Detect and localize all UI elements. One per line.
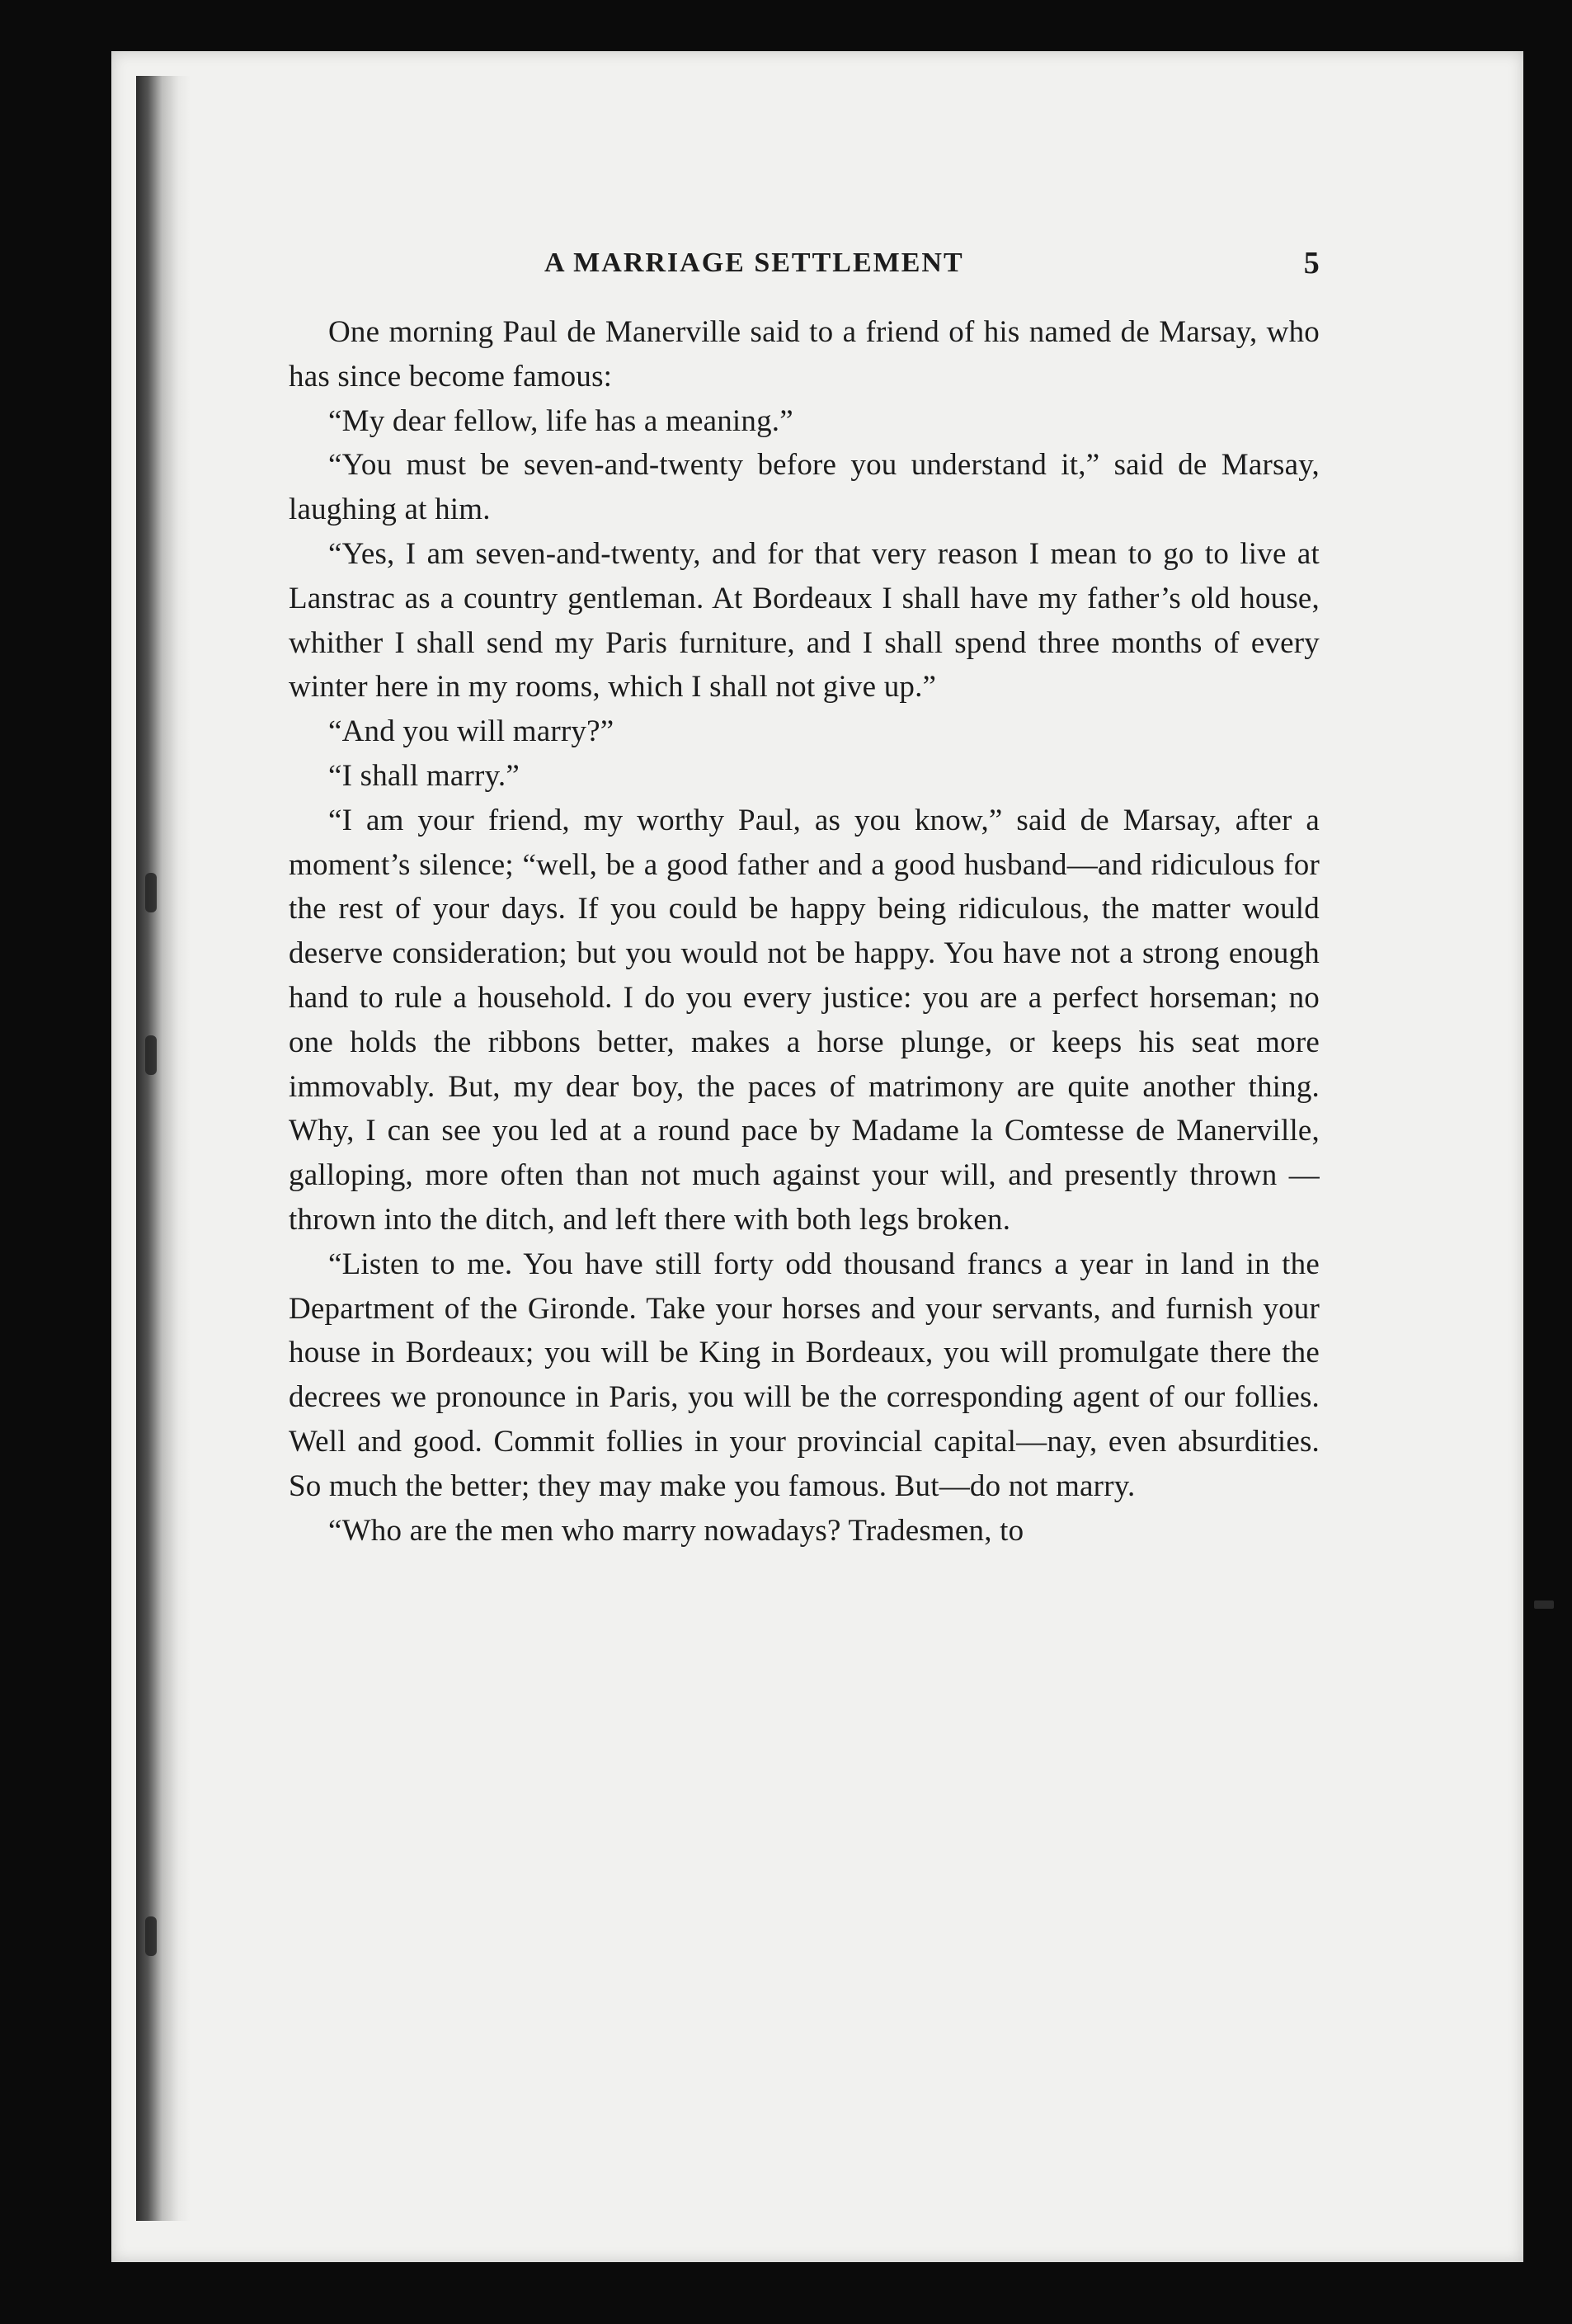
paragraph-5: “And you will marry?” — [328, 714, 614, 749]
paragraph-2: “My dear fellow, life has a meaning.” — [328, 403, 793, 438]
body-text — [289, 310, 1320, 1553]
page-content — [289, 241, 1320, 1553]
edge-speck — [1534, 1600, 1554, 1609]
paragraph-3: “You must be seven-and-twenty before you understand it,” said de Marsay, laughing at him. — [289, 448, 1320, 527]
paragraph-4: “Yes, I am seven-and-twenty, and for that very reason I mean to go to live at Lanstrac as a country gentleman. At Bordeaux I shall have my father’s old house, whither I shall send my Paris furniture, and I shall spend three months of every winter here in my rooms, which I shall not give up.” — [289, 536, 1320, 705]
paragraph-7: “I am your friend, my worthy Paul, as you know,” said de Marsay, after a moment’s silence; “well, be a good father and a good husband—and ridiculous for the rest of your days. If you could be happy being ridiculous, the matter would deserve consideration; but you would not be happy. You have not a strong enough hand to rule a household. I do you every justice: you are a perfect horseman; no one holds the ribbons better, makes a horse plunge, or keeps his seat more immovably. But, my dear boy, the paces of matrimony are quite another thing. Why, I can see you led at a round pace by Madame la Comtesse de Manerville, galloping, more often than not much against your will, and presently thrown —thrown into the ditch, and left there with both legs broken. — [289, 803, 1320, 1237]
margin-mark — [145, 873, 157, 912]
page-number: 5 — [1303, 246, 1320, 280]
paragraph-6: “I shall marry.” — [328, 758, 520, 793]
margin-mark — [145, 1916, 157, 1956]
margin-mark — [145, 1035, 157, 1075]
running-head: A MARRIAGE SETTLEMENT — [544, 247, 964, 278]
page-header — [289, 241, 1320, 285]
book-gutter-shadow — [136, 76, 191, 2221]
paragraph-1: One morning Paul de Manerville said to a friend of his named de Marsay, who has since become famous: — [289, 315, 1320, 394]
paragraph-9: “Who are the men who marry nowadays? Tradesmen, to — [328, 1513, 1024, 1548]
paragraph-8: “Listen to me. You have still forty odd thousand francs a year in land in the Department of the Gironde. Take your horses and your servants, and furnish your house in Bordeaux; you will be King in Bordeaux, you will promulgate there the decrees we pronounce in Paris, you will be the corresponding agent of our follies. Well and good. Commit follies in your provincial capital—nay, even absurdities. So much the better; they may make you famous. But—do not marry. — [289, 1247, 1320, 1503]
